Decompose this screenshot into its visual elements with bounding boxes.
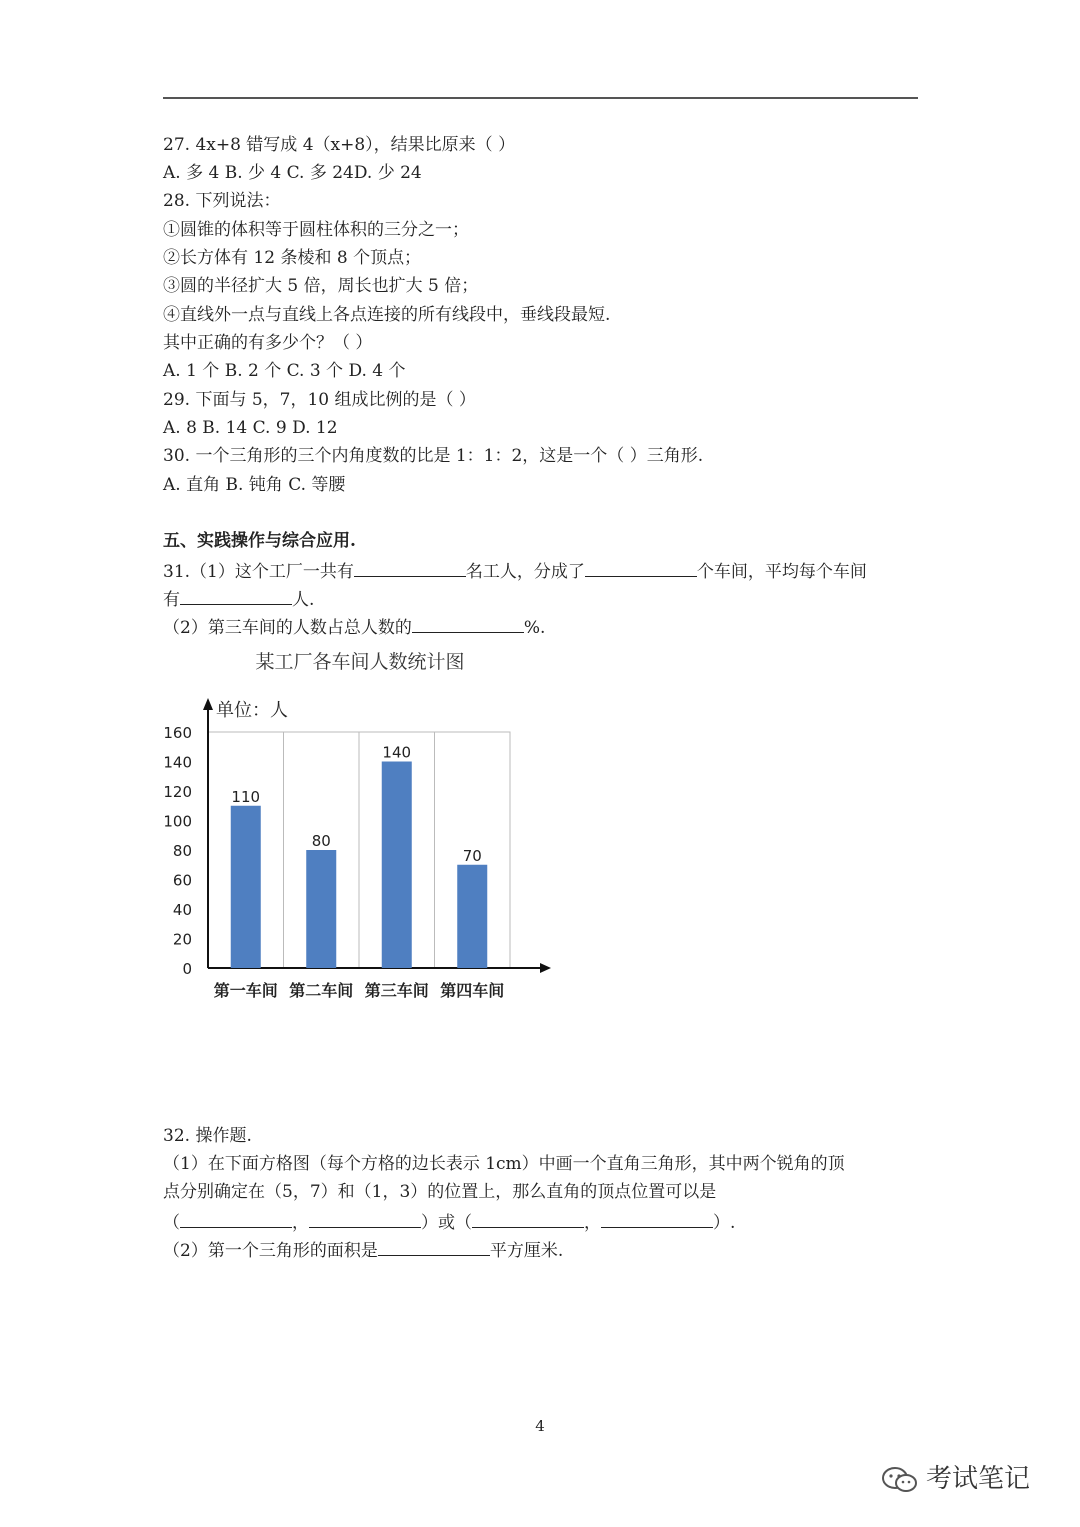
q32-blank-y1[interactable] bbox=[309, 1209, 421, 1228]
q28-statement-1: ①圆锥的体积等于圆柱体积的三分之一； bbox=[163, 220, 469, 240]
watermark bbox=[880, 1458, 1030, 1495]
chart-y-tick-label: 40 bbox=[172, 901, 192, 919]
chart-x-tick-label: 第四车间 bbox=[440, 981, 505, 1000]
chart-x-tick-label: 第二车间 bbox=[289, 981, 354, 1000]
q30-options: A. 直角 B. 钝角 C. 等腰 bbox=[163, 475, 346, 495]
q31-text-g: %. bbox=[523, 618, 546, 638]
q32-blank-x2[interactable] bbox=[472, 1209, 584, 1228]
chart-data-label: 140 bbox=[382, 743, 412, 762]
q31-blank-percent[interactable] bbox=[412, 614, 524, 633]
chart-x-tick-label: 第三车间 bbox=[364, 981, 429, 1000]
q31-blank-workshops[interactable] bbox=[585, 558, 697, 577]
wechat-icon bbox=[880, 1465, 920, 1495]
q27-stem: 27. 4x+8 错写成 4（x+8），结果比原来（ ） bbox=[163, 135, 516, 155]
chart-y-tick-label: 20 bbox=[172, 930, 192, 949]
q32-part1-line1: （1）在下面方格图（每个方格的边长表示 1cm）中画一个直角三角形，其中两个锐角的顶 bbox=[163, 1154, 845, 1174]
bar-chart bbox=[160, 648, 552, 1004]
q28-question: 其中正确的有多少个？（ ） bbox=[163, 333, 373, 353]
page-number: 4 bbox=[535, 1417, 545, 1435]
q32-close-or: ）或（ bbox=[421, 1213, 472, 1233]
chart-y-tick-label: 160 bbox=[163, 724, 192, 742]
q31-text-e: 人. bbox=[292, 590, 315, 610]
q32-blank-x1[interactable] bbox=[180, 1209, 292, 1228]
chart-y-tick-label: 140 bbox=[163, 753, 192, 772]
q29-options: A. 8 B. 14 C. 9 D. 12 bbox=[163, 418, 338, 438]
chart-bar bbox=[457, 865, 487, 968]
chart-bar bbox=[306, 850, 336, 968]
q32-stem: 32. 操作题. bbox=[163, 1126, 252, 1146]
chart-y-tick-label: 120 bbox=[163, 783, 192, 801]
q31-part2 bbox=[163, 614, 545, 640]
q32-part1-line2: 点分别确定在（5，7）和（1，3）的位置上，那么直角的顶点位置可以是 bbox=[163, 1182, 717, 1202]
q31-blank-average[interactable] bbox=[180, 586, 292, 605]
chart-x-tick-label: 第一车间 bbox=[213, 981, 278, 1000]
q31-text-a: 31.（1）这个工厂一共有 bbox=[163, 562, 354, 582]
q28-statement-2: ②长方体有 12 条棱和 8 个顶点； bbox=[163, 248, 422, 268]
q32-comma-2: ， bbox=[584, 1213, 601, 1233]
q28-statement-4: ④直线外一点与直线上各点连接的所有线段中，垂线段最短. bbox=[163, 305, 611, 325]
q29-stem: 29. 下面与 5，7，10 组成比例的是（ ） bbox=[163, 390, 476, 410]
q28-statement-3: ③圆的半径扩大 5 倍，周长也扩大 5 倍； bbox=[163, 276, 479, 296]
chart-bar bbox=[231, 806, 261, 968]
chart-y-tick-label: 80 bbox=[172, 842, 192, 860]
chart-bar bbox=[382, 762, 412, 969]
q32-paren-open: （ bbox=[163, 1213, 180, 1233]
q31-blank-workers[interactable] bbox=[354, 558, 466, 577]
chart-y-tick-label: 100 bbox=[163, 812, 192, 831]
q31-part1-line1 bbox=[163, 558, 867, 584]
q31-text-b: 名工人，分成了 bbox=[465, 562, 585, 582]
chart-y-label: 单位：人 bbox=[216, 700, 288, 721]
q32-text-area: （2）第一个三角形的面积是 bbox=[163, 1241, 378, 1261]
q28-stem: 28. 下列说法： bbox=[163, 191, 281, 211]
header-rule bbox=[163, 97, 918, 99]
chart-y-tick-label: 60 bbox=[172, 871, 192, 890]
chart-data-label: 110 bbox=[231, 787, 261, 806]
q31-text-f: （2）第三车间的人数占总人数的 bbox=[163, 618, 412, 638]
chart-y-tick-label: 0 bbox=[182, 960, 192, 978]
q32-part2 bbox=[163, 1237, 563, 1263]
q31-text-c: 个车间，平均每个车间 bbox=[696, 562, 867, 582]
section-5-heading: 五、实践操作与综合应用. bbox=[163, 531, 356, 551]
watermark-text: 考试笔记 bbox=[926, 1464, 1031, 1494]
q32-blank-y2[interactable] bbox=[601, 1209, 713, 1228]
q28-options: A. 1 个 B. 2 个 C. 3 个 D. 4 个 bbox=[163, 361, 406, 381]
q32-blank-area[interactable] bbox=[378, 1237, 490, 1256]
q32-close-end: ）. bbox=[713, 1213, 736, 1233]
q32-part1-line3 bbox=[163, 1209, 735, 1235]
q31-part1-line2 bbox=[163, 586, 314, 612]
chart-data-label: 70 bbox=[462, 846, 482, 865]
q27-options: A. 多 4 B. 少 4 C. 多 24D. 少 24 bbox=[163, 163, 422, 183]
chart-data-label: 80 bbox=[311, 832, 331, 850]
q30-stem: 30. 一个三角形的三个内角度数的比是 1：1：2，这是一个（ ）三角形. bbox=[163, 446, 704, 466]
chart-title: 某工厂各车间人数统计图 bbox=[255, 651, 465, 673]
chart-layer bbox=[160, 648, 551, 1002]
q31-text-d: 有 bbox=[163, 590, 180, 610]
q32-comma-1: ， bbox=[292, 1213, 309, 1233]
q32-text-unit: 平方厘米. bbox=[489, 1241, 564, 1261]
